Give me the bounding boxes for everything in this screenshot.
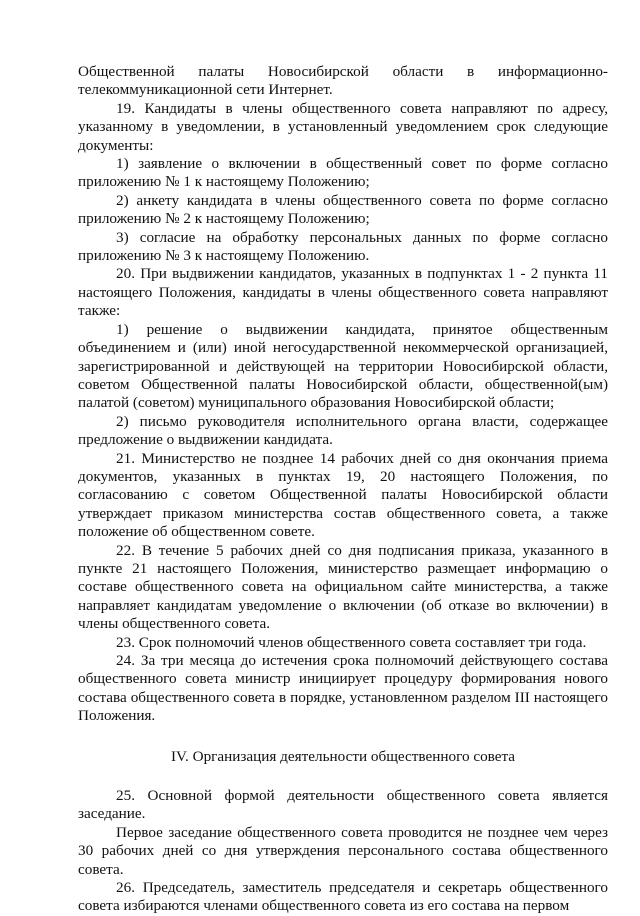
paragraph-25: 25. Основной формой деятельности общественного совета является заседание. (78, 787, 608, 823)
paragraph-19-item-2: 2) анкету кандидата в члены общественного совета по форме согласно приложению № 2 к настоящему Положению; (78, 191, 608, 228)
paragraph-21: 21. Министерство не позднее 14 рабочих дней со дня окончания приема документов, указанных в пунктах 19, 20 настоящего Положения, по согласованию с советом Общественной палаты Новосибирской области утверждает приказом министерства состав общественного совета, а также положение об общественном совете. (78, 449, 608, 541)
section-heading: IV. Организация деятельности общественного совета (170, 747, 516, 765)
paragraph-first-meeting: Первое заседание общественного совета проводится не позднее чем через 30 рабочих дней со дня утверждения персонального состава общественного совета. (78, 823, 608, 878)
paragraph-19-item-3: 3) согласие на обработку персональных данных по форме согласно приложению № 3 к настоящему Положению. (78, 228, 608, 265)
paragraph-20: 20. При выдвижении кандидатов, указанных в подпунктах 1 - 2 пункта 11 настоящего Положения, кандидаты в члены общественного совета направляют также: (78, 265, 608, 320)
paragraph-20-item-2: 2) письмо руководителя исполнительного органа власти, содержащее предложение о выдвижении кандидата. (78, 412, 608, 449)
paragraph-26: 26. Председатель, заместитель председателя и секретарь общественного совета избираются членами общественного совета из его состава на первом (78, 879, 608, 915)
paragraph-23: 23. Срок полномочий членов общественного совета составляет три года. (116, 633, 587, 651)
paragraph-continuation: Общественной палаты Новосибирской области в информационно-телекоммуникационной сети Интернет. (78, 63, 608, 99)
paragraph-19-item-1: 1) заявление о включении в общественный совет по форме согласно приложению № 1 к настоящему Положению; (78, 155, 608, 191)
paragraph-19: 19. Кандидаты в члены общественного совета направляют по адресу, указанному в уведомлении, в установленный уведомлением срок следующие документы: (78, 99, 608, 154)
paragraph-24: 24. За три месяца до истечения срока полномочий действующего состава общественного совета министр инициирует процедуру формирования нового состава общественного совета в порядке, установленном разделом III настоящего Положения. (78, 652, 608, 725)
paragraph-22: 22. В течение 5 рабочих дней со дня подписания приказа, указанного в пункте 21 настоящего Положения, министерство размещает информацию о составе общественного совета на официальном сайте министерства, а также направляет кандидатам уведомление о включении (об отказе во включении) в члены общественного совета. (78, 541, 608, 633)
paragraph-20-item-1: 1) решение о выдвижении кандидата, принятое общественным объединением и (или) иной негосударственной некоммерческой организацией, зарегистрированной и действующей на территории Новосибирской области, советом Общественной палаты Новосибирской области, общественной(ым) палатой (советом) муниципального образования Новосибирской области; (78, 320, 608, 412)
